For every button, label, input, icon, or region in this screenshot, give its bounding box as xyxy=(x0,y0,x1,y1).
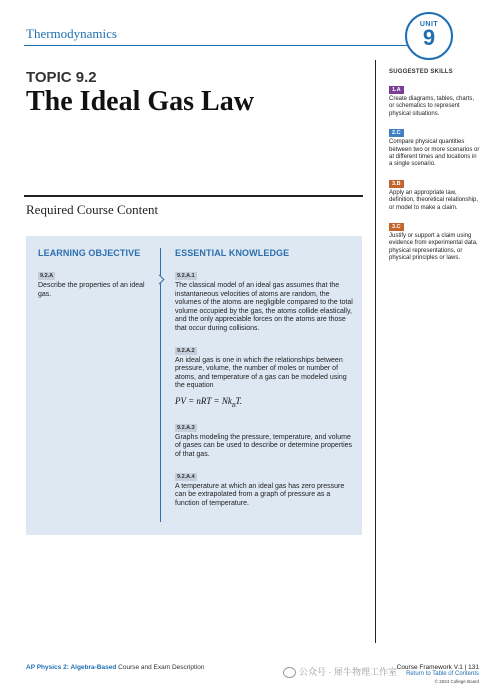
column-divider xyxy=(160,248,161,522)
learning-objective-heading: LEARNING OBJECTIVE xyxy=(38,248,141,258)
column-rule xyxy=(375,60,376,643)
footer-course xyxy=(26,664,205,671)
unit-number: 9 xyxy=(422,25,436,50)
essential-knowledge-item xyxy=(175,264,353,334)
essential-knowledge-code: 9.2.A.1 xyxy=(177,273,195,279)
equation-subscript: B xyxy=(231,402,236,409)
unit-badge xyxy=(405,12,453,60)
essential-knowledge-code: 9.2.A.2 xyxy=(177,347,195,354)
essential-knowledge-heading: ESSENTIAL KNOWLEDGE xyxy=(175,248,290,258)
skill-code: 3.C xyxy=(389,223,404,231)
skill-code: 1.A xyxy=(389,86,404,94)
footer-copyright: © 2024 College Board xyxy=(434,679,479,684)
essential-knowledge-text: Graphs modeling the pressure, temperature, and volume of gases can be used to describe or determine properties of that gas. xyxy=(175,433,353,458)
skill-text: Compare physical quantities between two or more scenarios or at different times and locations in a single scenario. xyxy=(389,139,480,168)
learning-objective-code: 9.2.A xyxy=(40,273,54,279)
unit-subject-title: Thermodynamics xyxy=(26,26,117,41)
suggested-skills-sidebar xyxy=(389,69,481,266)
equation-rhs: T. xyxy=(235,395,243,406)
learning-objective-column xyxy=(38,248,150,304)
table-of-contents-link[interactable]: Return to Table of Contents xyxy=(406,671,479,677)
essential-knowledge-text: A temperature at which an ideal gas has zero pressure can be extrapolated from a graph of pressure as a function of temperature. xyxy=(175,482,345,507)
equation-lhs: PV = nRT = Nk xyxy=(175,395,232,406)
essential-knowledge-column xyxy=(175,248,353,513)
suggested-skills-heading: SUGGESTED SKILLS xyxy=(389,69,453,75)
skill-code: 3.B xyxy=(389,180,404,188)
skill-item xyxy=(389,78,481,118)
ideal-gas-equation xyxy=(175,396,353,409)
unit-label: UNIT xyxy=(419,21,439,28)
skill-text: Apply an appropriate law, definition, theoretical relationship, or model to make a claim. xyxy=(389,189,479,211)
wechat-icon xyxy=(283,667,296,678)
footer-page-number: Course Framework V.1 | 131 xyxy=(396,664,479,671)
skill-text: Create diagrams, tables, charts, or schematics to represent physical situations. xyxy=(389,96,475,117)
skill-text: Justify or support a claim using evidence from experimental data, physical representations, or physical principles or laws. xyxy=(389,233,478,262)
course-content-box xyxy=(26,236,362,535)
topic-label: TOPIC 9.2 xyxy=(26,69,97,86)
learning-objective-text: Describe the properties of an ideal gas. xyxy=(38,282,145,298)
header-rule xyxy=(24,45,408,46)
footer-course-suffix: Course and Exam Description xyxy=(118,664,205,671)
skill-item xyxy=(389,121,481,169)
essential-knowledge-text: The classical model of an ideal gas assumes that the instantaneous velocities of atoms are random, the volumes of the atoms are negligible compared to the total volume occupied by the gas, the atoms collide elastically, and the only appreciable forces on the atoms are those that occur during collisions. xyxy=(175,282,353,332)
section-heading: Required Course Content xyxy=(26,202,159,217)
essential-knowledge-code: 9.2.A.4 xyxy=(177,473,195,480)
chevron-right-icon xyxy=(155,275,165,285)
page-title: The Ideal Gas Law xyxy=(26,86,254,117)
skill-item xyxy=(389,215,481,263)
skill-code: 2.C xyxy=(389,129,404,137)
watermark-text: 公众号 · 犀牛物理工作室 xyxy=(299,667,397,677)
essential-knowledge-item xyxy=(175,465,353,509)
title-rule xyxy=(24,195,363,197)
essential-knowledge-item xyxy=(175,416,353,460)
essential-knowledge-code: 9.2.A.3 xyxy=(177,424,195,431)
footer-page-info xyxy=(380,664,479,684)
essential-knowledge-text: An ideal gas is one in which the relationships between pressure, volume, the number of moles or number of atoms, and temperature of a gas can be modeled using the equation xyxy=(175,356,347,390)
footer-course-name: AP Physics 2: Algebra-Based xyxy=(26,664,117,671)
essential-knowledge-item xyxy=(175,339,353,409)
skill-item xyxy=(389,172,481,212)
